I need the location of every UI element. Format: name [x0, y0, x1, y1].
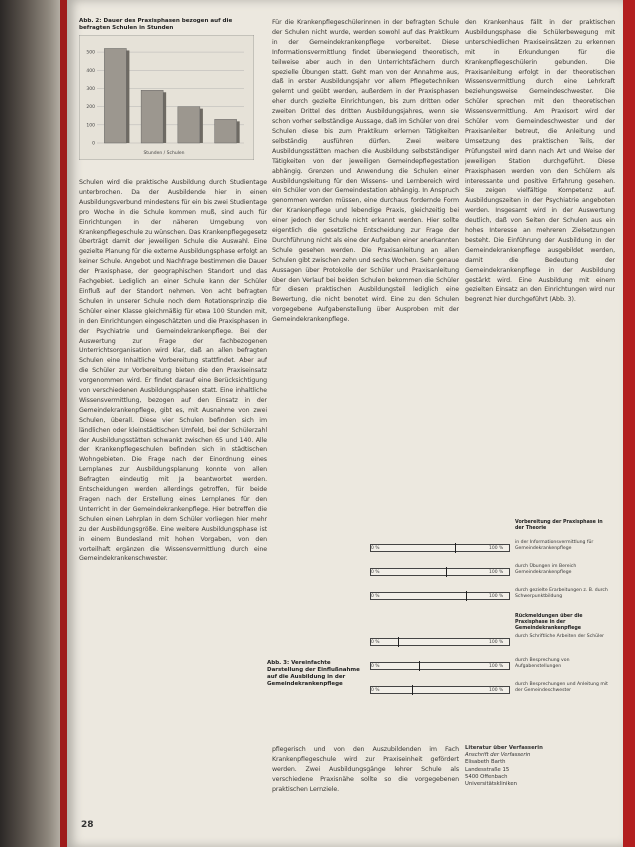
- body-column-1: [79, 178, 267, 810]
- bar-side: [200, 109, 203, 143]
- y-tick-label: 100: [86, 123, 95, 129]
- figure-3-row: [367, 656, 613, 678]
- figure-3-row: [367, 680, 613, 702]
- scale-min-label: 0 %: [371, 546, 380, 551]
- scale-marker: [455, 543, 456, 553]
- figure-3-row: [367, 562, 613, 584]
- book-spine-shadow: [0, 0, 60, 847]
- scale-marker: [412, 685, 413, 695]
- bar: [178, 107, 200, 143]
- column-2-text: Für die Krankenpflegeschülerinnen in der befragten Schule der Schulen nicht wurde, werden sowohl auf das Praktikum in der Gemeindekrankenpflege vorbereitet. Diese Informationsvermittlung findet überwiegend theoretisch, teilweise aber auch in den Unterrichtsfächern durch spezielle Übungen statt. Geht man von der Annahme aus, daß in erster Ausbildungsjahr vor allem Pflegetechniken gelernt und geübt werden, außerdem in der Praxisphasen eher durch gezielte Einrichtungen, bis zum dritten oder zweiten Drittel des dritten Ausbildungsjahres, wenn sie schon vorher selbständige Aussage, daß im Schüler von drei Schulen diese bis zum Praktikum erlernen Tätigkeiten selbständig ausführen dürfen. Zwei weitere Ausbildungsstätten machen die Ausbildung selbstständiger Tätigkeiten von der jeweiligen Gemeindepflegestation abhängig. Grenzen und Anwendung die Schulen einer Ausbildungsleitung für den Wissens- und Lernbereich wird ein Schüler von der Gemeindestation abhängig. In Anspruch genommen werden müssen, eine durchaus fordernde Form der Krankenpflege und lebendige Praxis, gleichzeitig bei einer jedoch der Schule nicht erkannt werden. Hier sollte eigentlich die gesetzliche Entscheidung zur Frage der Durchführung nicht als eine der Aufgaben einer anerkannten Schule gesehen werden. Die Praxisanleitung an allen Schulen gibt zwischen zehn und sechs Wochen. Sehr genaue Aussagen über Protokolle der Schüler und Praxisanleitung über den Verlauf bei beiden Schulen bekommen die Schüler für diesen praktischen Ausbildungsteil lediglich eine Bewertung, die nicht benotet wird. Eine zu den Schulen vorgegebene Aufgabenstellung über Ausproben mit der Gemeindekrankenpflege.: [272, 19, 459, 324]
- figure-3-row-label: durch Schriftliche Arbeiten der Schüler: [515, 634, 605, 639]
- bar: [141, 90, 163, 143]
- literature-line: Landesstraße 15: [465, 766, 510, 773]
- scale-marker: [419, 661, 420, 671]
- scale-marker: [446, 567, 447, 577]
- figure-3-caption: Abb. 3: Vereinfachte Darstellung der Einflußnahme auf die Ausbildung in der Gemeindekrankenpflege: [267, 660, 360, 687]
- y-tick-label: 200: [86, 105, 95, 111]
- scale-min-label: 0 %: [371, 664, 380, 669]
- scale-max-label: 100 %: [489, 640, 504, 645]
- body-column-2-lower: [272, 745, 459, 805]
- figure-3-row: [367, 632, 613, 654]
- literature-title: Literatur über Verfasserin: [465, 745, 543, 751]
- figure-3: [367, 520, 613, 715]
- cover-edge: [60, 0, 67, 847]
- scale-max-label: 100 %: [489, 570, 504, 575]
- scale-min-label: 0 %: [371, 688, 380, 693]
- scale-max-label: 100 %: [489, 594, 504, 599]
- y-tick-label: 500: [86, 50, 95, 56]
- page-number: 28: [81, 820, 94, 830]
- bar-side: [126, 50, 129, 143]
- bar: [215, 119, 237, 143]
- body-column-3: [465, 18, 615, 518]
- document-page: [67, 0, 623, 847]
- x-axis-label: Stunden / Schulen: [143, 151, 185, 156]
- figure-3-row: [367, 586, 613, 608]
- literature-line: Elisabeth Barth: [465, 759, 506, 766]
- figure-2-title: Abb. 2: Dauer des Praxisphasen bezogen auf die befragten Schulen in Stunden: [79, 18, 233, 31]
- scale-max-label: 100 %: [489, 664, 504, 669]
- literature-line: Universitätskliniken: [465, 781, 518, 788]
- figure-3-row-label: durch Übungen im Bereich Gemeindekrankenpflege: [515, 564, 577, 575]
- y-tick-label: 0: [92, 141, 95, 147]
- column-1-text: Schulen wird die praktische Ausbildung durch Studientage unterbrochen. Da der Ausbildende hier in einen Ausbildungsverbund mindestens für ein bis zwei Studientage pro Woche in die Schule kommen muß, sind auch für Einrichtungen in der näheren Umgebung von Krankenpflegeschule zu wünschen. Das Krankenpflegegesetz überträgt damit der jeweiligen Schule die Auswahl. Eine gezielte Planung für die externe Ausbildungsphase erfolgt an keiner Schule. Angebot und Nachfrage bestimmen die Dauer der Praxisphase, der geographischen Standort und das Fachgebiet. Lediglich an einer Schule kann der Schüler Einfluß auf der Standort nehmen. Von acht befragten Schulen in unserer Schule noch dem Rotationsprinzip die Schüler einer Klasse gleichmäßig für etwa 100 Stunden mit, in den Einrichtungen eingeschätzten und die Praxisphasen in der Psychiatrie und Gemeindekrankenpflege. Bei der Auswertung zur Frage der fachbezogenen Unterrichtsorganisation wird klar, daß an allen befragten Schulen eine Inhaltliche Vorbereitung stattfindet. Aber auf die Schüler zur Vorbereitung bieten die den Praxiseinsatz vorgenommen wird. Er findet darauf eine Berücksichtigung von verschiedenen Ausbildungsphasen statt. Eine inhaltliche Wissensvermittlung, bezogen auf den Einsatz in der Gemeindekrankenpflege, gibt es, mit Ausnahme von zwei Schulen, überall. Diese vier Schulen befinden sich im ländlichen oder kleinstädtischen Umfeld, bei der Schülerzahl der Ausbildungsstätten schwankt zwischen 65 und 140. Alle der Krankenpflegeschulen befinden sich in städtischen Wohngebieten. Die Frage nach der Einordnung eines Lernplanes zur Ausbildungsplanung konnte von allen Befragten eindeutig mit Ja beantwortet werden. Entscheidungen werden allerdings getroffen, für beide Fragen nach der Erstellung eines Lernplanes für den Unterricht in der Gemeindekrankenpflege. Hier betreffen die Schulen einen Lehrplan in dem Schüler vorliegen hier mehr zu der Ausbildungsgröße. Eine weitere Ausbildungsphase ist in einem Bundesland mit hohen Vorgaben, von den vorteilhaft ergänzen die Wissensvermittlung durch eine Gemeindekrankenschwester.: [79, 179, 267, 563]
- cover-edge-right: [623, 0, 635, 847]
- bar-side: [237, 121, 240, 143]
- literature-line: Anschrift der Verfasserin: [465, 752, 531, 759]
- figure-3-section-2-heading: Rückmeldungen über die Praxisphase in der Gemeindekrankenpflege: [515, 614, 583, 631]
- figure-3-row: [367, 538, 613, 560]
- figure-2: [79, 18, 254, 168]
- scale-min-label: 0 %: [371, 594, 380, 599]
- y-tick-label: 400: [86, 68, 95, 74]
- scale-min-label: 0 %: [371, 570, 380, 575]
- literature-line: 5400 Offenbach: [465, 773, 508, 780]
- figure-3-row-label: durch Besprechungen und Anleitung mit der Gemeindeschwester: [515, 682, 608, 693]
- figure-3-row-label: durch gezielte Erarbeitungen z. B. durch Schwerpunktbildung: [515, 588, 608, 599]
- scale-max-label: 100 %: [489, 546, 504, 551]
- figure-3-section-1-heading: Vorbereitung der Praxisphase in der Theorie: [515, 520, 603, 531]
- figure-3-row-label: durch Besprechung von Aufgabenstellungen: [515, 658, 570, 669]
- scale-marker: [466, 591, 467, 601]
- bar: [104, 48, 126, 143]
- figure-3-row-label: in der Informationsvermittlung für Gemeindekrankenpflege: [515, 540, 594, 551]
- bar-chart: [79, 35, 254, 160]
- y-tick-label: 300: [86, 86, 95, 92]
- scale-max-label: 100 %: [489, 688, 504, 693]
- column-3-text: den Krankenhaus fällt in der praktischen Ausbildungsphase die Schülerbewegung mit unterschiedlichen Praxiseinsätzen zu erkennen mit in Erkundungen für die Krankenpflegeschülerin gebunden. Die Praxisanleitung erfolgt in der theoretischen Wissensvermittlung durch eine Lehrkraft beziehungsweise Gemeindeschwester. Die Schüler sprechen mit den theoretischen Wissensvermittlung. Am Praxisort wird der Schüler vom Gemeindeschwester und der Praxisanleiter betreut, die Anleitung und Umsetzung des praktischen Teils, der Prüfungsteil wird dann nach Art und Weise der jeweiligen Station durchgeführt. Diese Praxisphasen werden von den Schülern als interessante und positive Erfahrung gesehen. Sie zeigen vielfältige Kompetenz auf. Ausbildungszeiten in der Psychiatrie angeboten werden. Insgesamt wird in der Auswertung deutlich, daß von Seiten der Schulen aus ein hohes Interesse an mehreren Zielsetzungen besteht. Die Einführung der Ausbildung in der Gemeindekrankenpflege ausgebildet werden, damit die Bedeutung der Gemeindekrankenpflege in der Ausbildung gestärkt wird. Eine Ausbildung mit einem gezielten Einsatz an den Einrichtungen wird nur begrenzt hier durchgeführt (Abb. 3).: [465, 19, 615, 304]
- literature-block: [465, 745, 605, 788]
- scale-min-label: 0 %: [371, 640, 380, 645]
- column-2-lower-text: pflegerisch und von den Auszubildenden im Fach Krankenpflegeschule wird zur Praxiseinheit gefördert werden. Zwei Ausbildungsgänge lehrer Schule als verschiedene Praxisnähe sollte so die vorgegebenen praktischen Lernziele.: [272, 746, 459, 793]
- bar-side: [163, 92, 166, 143]
- scale-marker: [398, 637, 399, 647]
